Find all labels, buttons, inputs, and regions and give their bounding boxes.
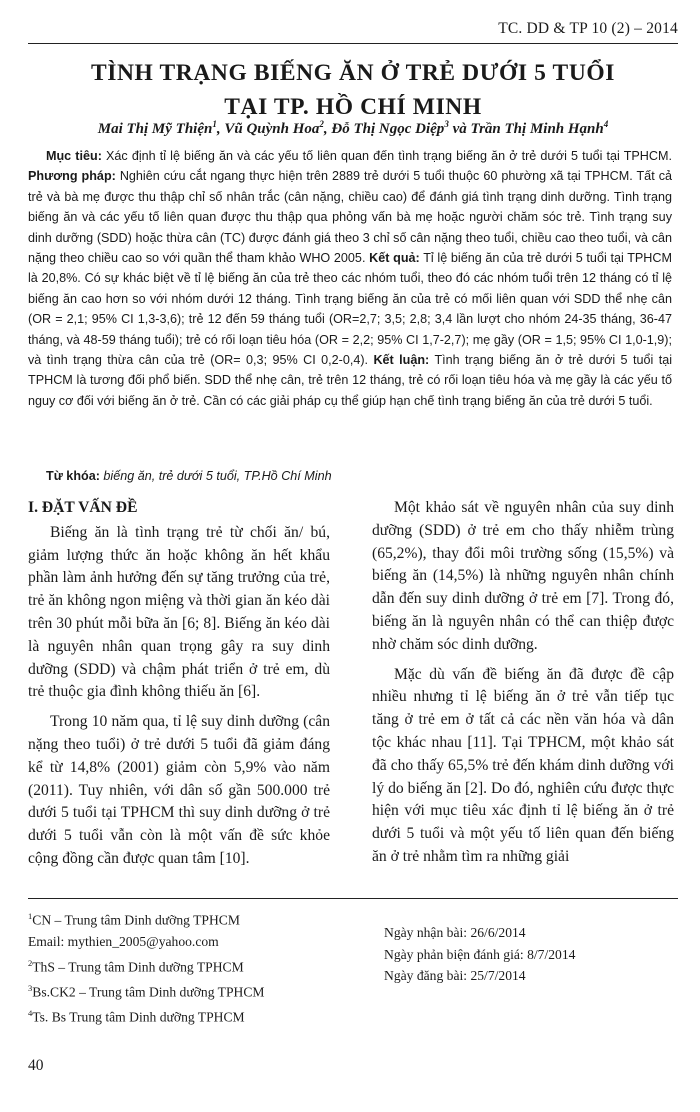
article-title-line-2: TẠI TP. HỒ CHÍ MINH [224,94,482,120]
keywords-values: biếng ăn, trẻ dưới 5 tuổi, TP.Hồ Chí Minh [103,469,332,483]
footnote: $^2$ThS – Trung tâm Dinh dưỡng TPHCM [28,957,244,975]
footnote-mark: 4 [28,1007,33,1018]
body-paragraph: Mặc dù vấn đề biếng ăn đã được đề cập nhiều nhưng tỉ lệ biếng ăn ở trẻ vẫn tiếp tục tăng ở trẻ em ở tất cả các nền văn hóa và dân tộc khác nhau [11]. Tại TPHCM, một khảo sát đã cho thấy 65,5% trẻ đến khám dinh dưỡng với lý do biếng ăn [2]. Do đó, nghiên cứu được thực hiện với mục tiêu xác định tỉ lệ biếng ăn ở trẻ dưới 5 tuổi và một yếu tố liên quan đến biếng ăn ở trẻ nhằm tìm ra những giải [372,665,674,865]
body-paragraph: Biếng ăn là tình trạng trẻ từ chối ăn/ bú, giảm lượng thức ăn hoặc không ăn hết khẩu phần làm ảnh hưởng đến sự tăng trưởng của trẻ, trẻ ăn không ngon miệng và thời gian ăn kéo dài trên 30 phút mỗi bữa ăn [6; 8]. Biếng ăn kéo dài là nguyên nhân quan trọng gây ra suy dinh dưỡng (SDD) và chậm phát triển ở trẻ em, dù trẻ thuộc gia đình không thiếu ăn [6]. [28,523,330,701]
author-name: Trần Thị Minh Hạnh [470,121,604,137]
footnote: $^3$Bs.CK2 – Trung tâm Dinh dưỡng TPHCM [28,982,265,1000]
article-title-line-1: TÌNH TRẠNG BIẾNG ĂN Ở TRẺ DƯỚI 5 TUỔI [90,60,616,86]
author-affiliation-mark: 2 [319,119,324,129]
author-list [28,119,678,138]
date-received: Ngày nhận bài: 26/6/2014 [384,925,526,940]
journal-header: TC. DD & TP 10 (2) – 2014 [498,20,678,37]
author-name: Mai Thị Mỹ Thiện [97,121,213,137]
abstract-results-label: Kết quả: [365,251,420,266]
article-title [28,56,678,124]
footnote: $^1$CN – Trung tâm Dinh dưỡng TPHCM [28,911,240,928]
header-divider [28,43,678,44]
author-name: Đỗ Thị Ngọc Diệp [331,121,445,137]
footnote-mark: 1 [28,911,33,921]
body-paragraph: Trong 10 năm qua, tỉ lệ suy dinh dưỡng (cân nặng theo tuổi) ở trẻ dưới 5 tuổi đã giảm đáng kể từ 14,8% (2001) giảm còn 5,9% vào năm (2011). Tuy nhiên, với dân số gần 500.000 trẻ dưới 5 tuổi tại TPHCM thì suy dinh dưỡng ở trẻ dưới 5 tuổi vẫn còn là một vấn đề sức khỏe cộng đồng cần được quan tâm [10]. [28,713,330,867]
author-separator: và [448,121,471,137]
author-separator: , [216,121,225,137]
page-number: 40 [28,1057,44,1074]
abstract-method-label: Phương pháp: [28,169,116,184]
section-heading: I. ĐẶT VẤN ĐỀ [28,499,138,516]
date-reviewed: Ngày phản biện đánh giá: 8/7/2014 [384,946,576,962]
keywords-label: Từ khóa: [46,469,100,483]
abstract-objective-label: Mục tiêu: [46,149,102,163]
footnote-email: Email: mythien_2005@yahoo.com [28,934,219,950]
author-affiliation-mark: 4 [603,119,609,129]
author-separator: , [323,121,332,137]
body-column-left [28,497,330,878]
body-paragraph: Một khảo sát về nguyên nhân của suy dinh dưỡng (SDD) ở trẻ em cho thấy nhiễm trùng (65,2%), thay đổi môi trường sống (15,5%) và biếng ăn (14,5%) là những nguyên nhân chính dẫn đến suy dinh dưỡng ở trẻ em [7]. Trong đó, biếng ăn là nguyên nhân có thể can thiệp được nhờ chăm sóc dinh dưỡng. [372,499,674,653]
author-affiliation-mark: 1 [212,119,217,129]
abstract-conclusion-label: Kết luận: [368,353,430,368]
author-name: Vũ Quỳnh Hoa [224,121,320,137]
abstract-method: Nghiên cứu cắt ngang thực hiện trên 2889 trẻ dưới 5 tuổi thuộc 60 phường xã tại TPHCM. Tất cả trẻ và bà mẹ được thu thập chỉ số nhân trắc (cân nặng, chiều cao) để đánh giá tình trạng dinh dưỡng. Tình trạng biếng ăn và các yếu tố liên quan được thu thập qua phỏng vấn bà mẹ hoặc người chăm sóc trẻ. Tình trạng suy dinh dưỡng (SDD) hoặc thừa cân (TC) được đánh giá theo 3 chỉ số cân nặng theo tuổi, chiều cao theo tuổi, và cân nặng theo chiều cao so với quần thể tham khảo WHO 2005. [28,169,672,266]
abstract-objective: Xác định tỉ lệ biếng ăn và các yếu tố liên quan đến tình trạng biếng ăn ở trẻ dưới 5 tuổi tại TPHCM. [101,149,672,163]
footnotes [28,906,348,1028]
abstract-conclusion: Tình trạng biếng ăn ở trẻ dưới 5 tuổi tại TPHCM là tương đối phổ biến. SDD thể nhẹ cân, trẻ trên 12 tháng, trẻ có rối loạn tiêu hóa và mẹ gầy là các yếu tố nguy cơ đối với biếng ăn ở trẻ. Cần có các giải pháp cụ thể giúp hạn chế tình trạng biếng ăn của trẻ dưới 5 tuổi. [28,353,673,408]
article-dates [384,922,674,987]
body-column-right [372,497,674,876]
abstract-results: Tỉ lệ biếng ăn của trẻ dưới 5 tuổi tại TPHCM là 20,8%. Có sự khác biệt về tỉ lệ biếng ăn của trẻ theo các nhóm tuổi, theo đó các nhóm tuổi trên 12 tháng có tỉ lệ biếng ăn cao hơn so với nhóm dưới 12 tháng. Tình trạng biếng ăn của trẻ có mối liên quan với SDD thể nhẹ cân (OR = 2,1; 95% CI 1,3-3,6); trẻ 12 đến 59 tháng tuổi (OR=2,7; 3,5; 2,8; 3,4 lần lượt cho nhóm 24-35 tháng, 36-47 tháng, và 48-59 tháng tuổi); trẻ có rối loạn tiêu hóa (OR = 2,2; 95% CI 1,7-2,7); mẹ gầy (OR = 1,5; 95% CI 1,0-1,9); và tình trạng thừa cân của trẻ (OR= 0,3; 95% CI 0,2-0,4). [28,251,672,368]
footnote-divider [28,898,678,899]
footnote: $^4$Ts. Bs Trung tâm Dinh dưỡng TPHCM [28,1007,245,1025]
abstract [28,146,672,411]
date-published: Ngày đăng bài: 25/7/2014 [384,968,526,983]
keywords [28,469,672,483]
author-affiliation-mark: 3 [444,119,449,129]
footnote-mark: 3 [28,982,33,993]
footnote-mark: 2 [28,957,33,968]
